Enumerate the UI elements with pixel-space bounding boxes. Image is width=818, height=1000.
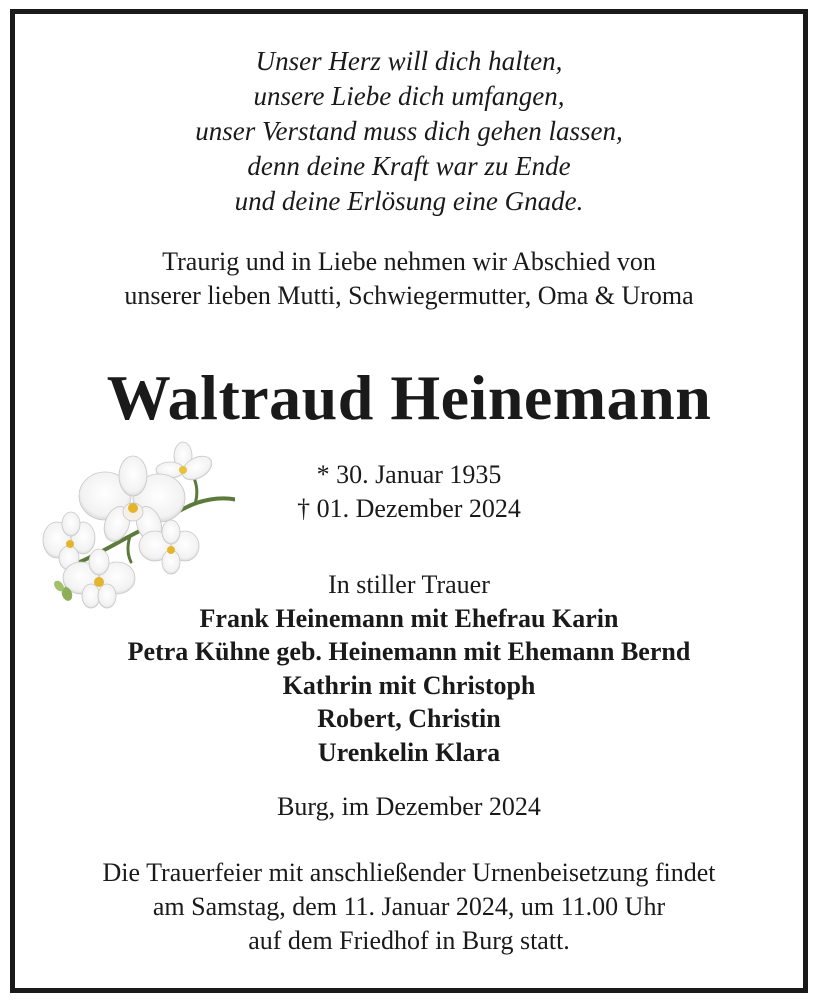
poem-line: unser Verstand muss dich gehen lassen, (195, 116, 623, 146)
poem (15, 44, 803, 219)
poem-line: unsere Liebe dich umfangen, (253, 81, 565, 111)
death-date: † 01. Dezember 2024 (297, 494, 521, 523)
mourner-name: Petra Kühne geb. Heinemann mit Ehemann Bernd (127, 637, 691, 666)
mourner-name: Robert, Christin (317, 704, 501, 733)
mourners-list (15, 568, 803, 769)
service-line: auf dem Friedhof in Burg statt. (248, 926, 570, 955)
obituary-frame (10, 9, 808, 993)
service-line: Die Trauerfeier mit anschließender Urnenbeisetzung findet (102, 858, 716, 887)
service-line: am Samstag, dem 11. Januar 2024, um 11.00 Uhr (152, 892, 666, 921)
funeral-service-info (15, 856, 803, 958)
birth-date: * 30. Januar 1935 (316, 460, 502, 489)
life-dates (15, 458, 803, 526)
poem-line: Unser Herz will dich halten, (255, 46, 563, 76)
obituary-content (15, 14, 803, 988)
intro-line: unserer lieben Mutti, Schwiegermutter, Oma & Uroma (124, 281, 694, 310)
intro-text (15, 245, 803, 313)
mourner-name: Frank Heinemann mit Ehefrau Karin (199, 603, 619, 633)
mourners-heading: In stiller Trauer (328, 570, 490, 599)
deceased-name: Waltraud Heinemann (106, 362, 712, 433)
intro-line: Traurig und in Liebe nehmen wir Abschied von (162, 247, 656, 276)
mourner-name: Kathrin mit Christoph (282, 670, 536, 700)
mourner-name: Urenkelin Klara (317, 737, 501, 767)
poem-line: und deine Erlösung eine Gnade. (234, 186, 584, 216)
place-date: Burg, im Dezember 2024 (277, 792, 541, 821)
poem-line: denn deine Kraft war zu Ende (247, 151, 571, 181)
